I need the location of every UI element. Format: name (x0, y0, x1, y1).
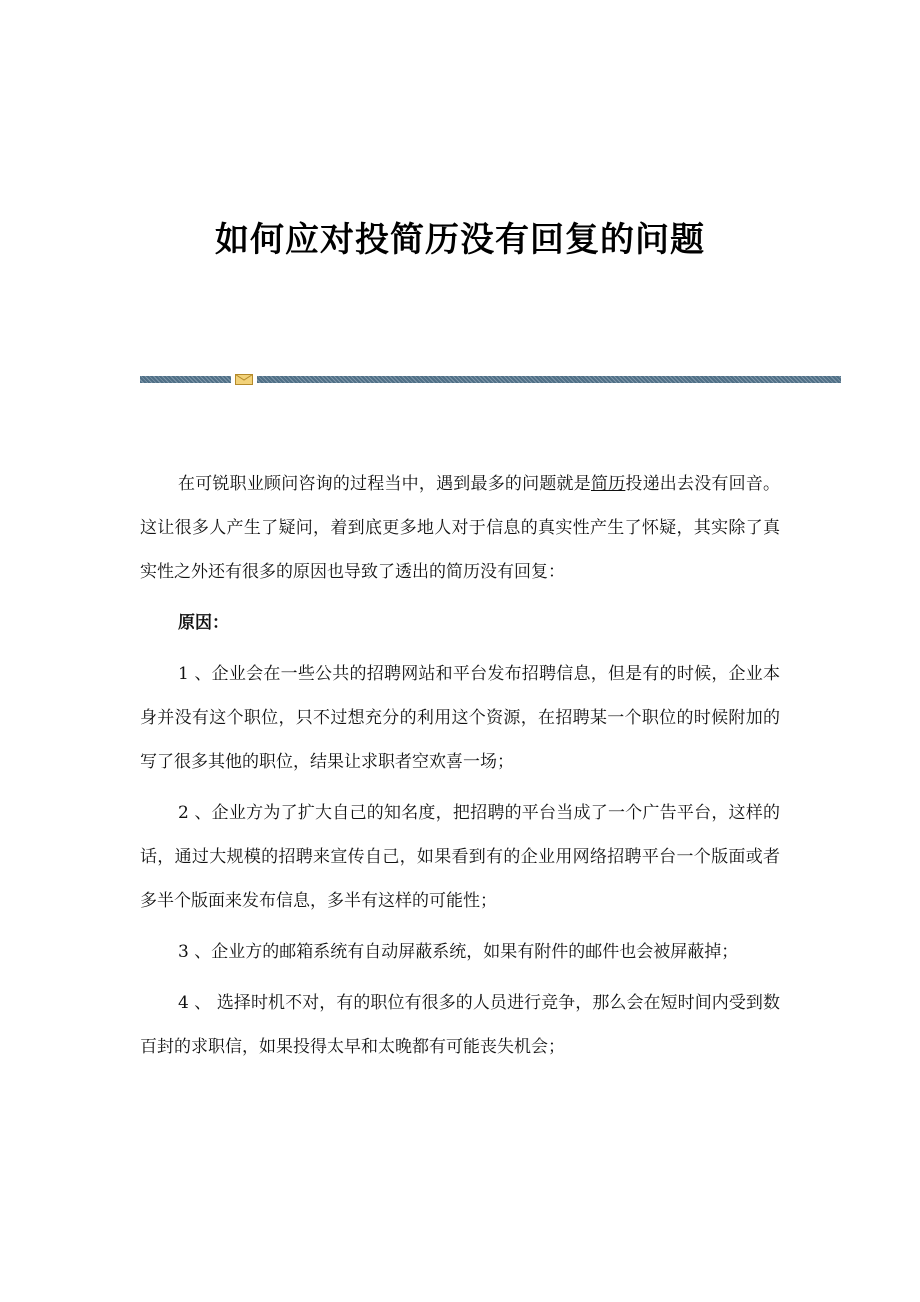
reason-item-3: 3 、企业方的邮箱系统有自动屏蔽系统，如果有附件的邮件也会被屏蔽掉； (178, 942, 739, 962)
envelope-ornament-icon (235, 374, 253, 385)
intro-paragraph (140, 462, 780, 594)
title-divider (140, 374, 841, 384)
document-title: 如何应对投简历没有回复的问题 (215, 220, 705, 260)
reason-item-4: 4 、 选择时机不对，有的职位有很多的人员进行竞争，那么会在短时间内受到数百封的求职信，如果投得太早和太晚都有可能丧失机会； (140, 993, 780, 1057)
reason-item-1: 1 、企业会在一些公共的招聘网站和平台发布招聘信息，但是有的时候，企业本身并没有这个职位，只不过想充分的利用这个资源，在招聘某一个职位的时候附加的写了很多其他的职位，结果让求职者空欢喜一场； (140, 664, 780, 772)
reason-item-2: 2 、企业方为了扩大自己的知名度，把招聘的平台当成了一个广告平台，这样的话，通过大规模的招聘来宣传自己，如果看到有的企业用网络招聘平台一个版面或者多半个版面来发布信息，多半有这样的可能性； (140, 803, 780, 911)
intro-text-after: 投递出去没有回音。这让很多人产生了疑问，着到底更多地人对于信息的真实性产生了怀疑，其实除了真实性之外还有很多的原因也导致了透出的简历没有回复： (140, 474, 781, 582)
resume-link[interactable]: 简历 (590, 474, 626, 494)
divider-bar-left (140, 376, 231, 383)
reasons-heading: 原因： (178, 613, 229, 633)
document-body (140, 462, 780, 1076)
intro-text-before: 在可锐职业顾问咨询的过程当中，遇到最多的问题就是 (178, 474, 591, 494)
divider-bar-right (257, 376, 841, 383)
